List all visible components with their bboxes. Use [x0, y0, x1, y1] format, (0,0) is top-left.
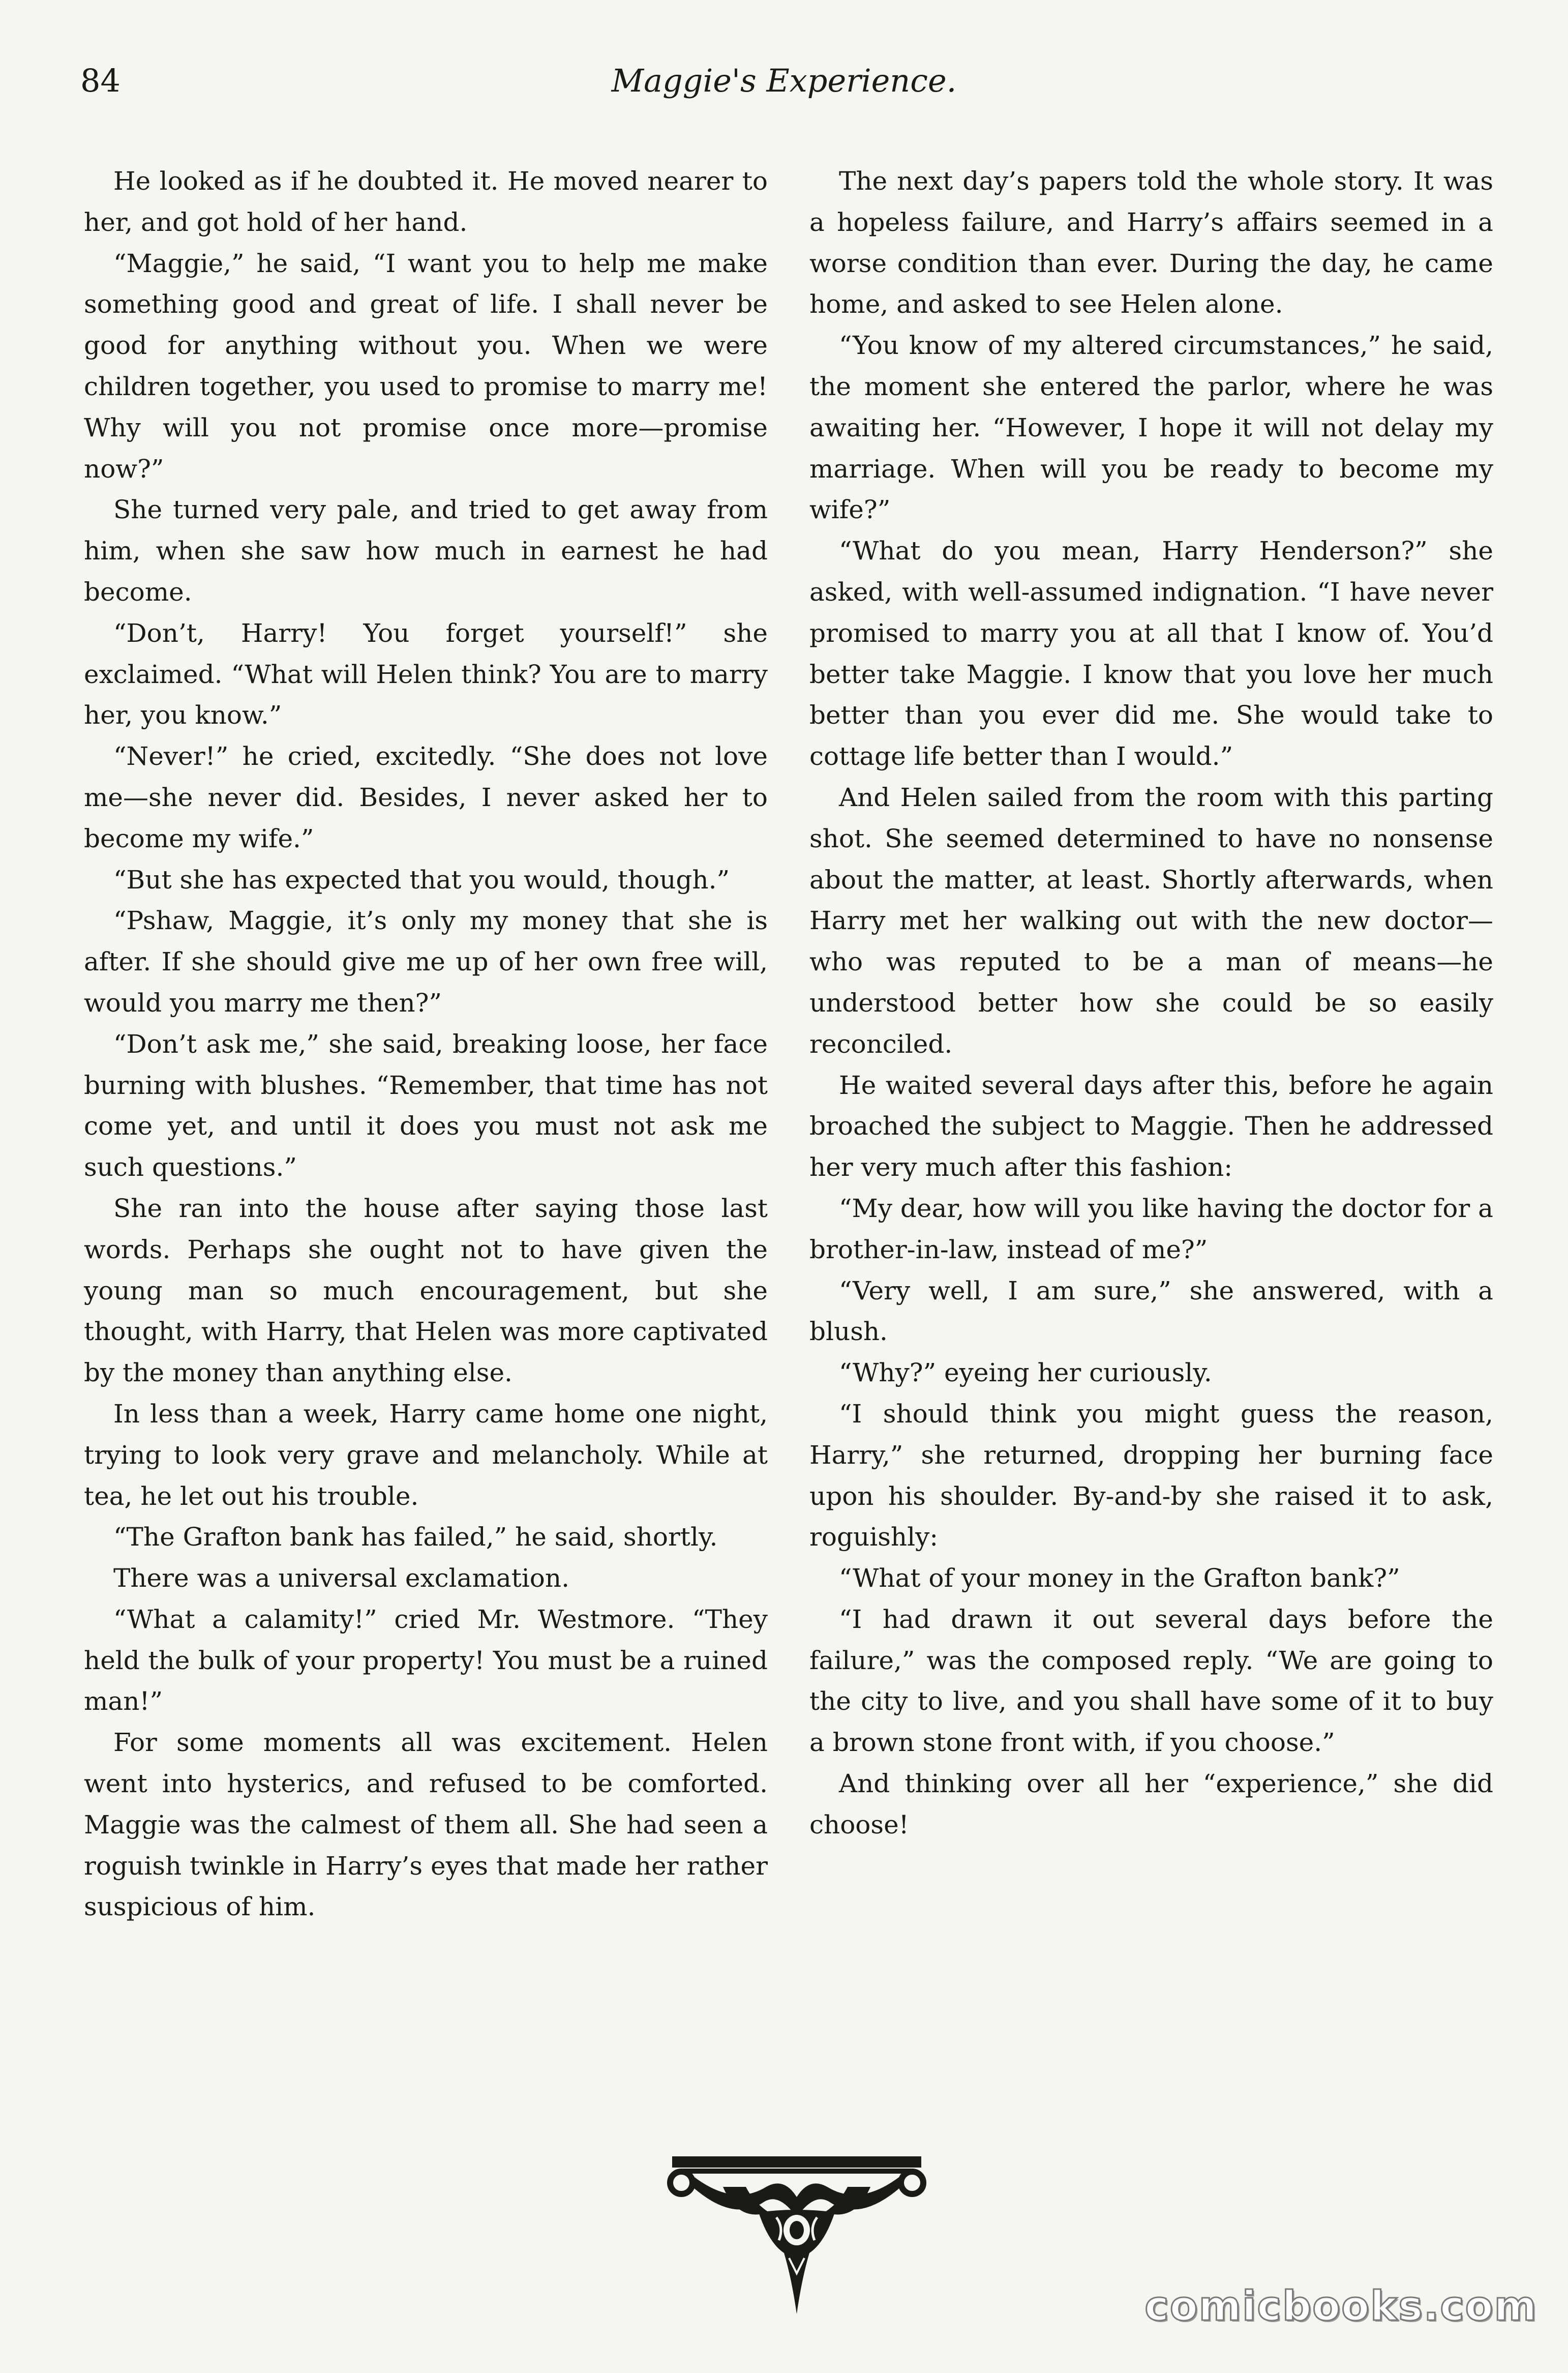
paragraph: “What do you mean, Harry Henderson?” she asked, with well-assumed indignation. “I have never promised to marry you at all that I know of. You’d better take Maggie. I know that you love her much better than you ever did me. She would take to cottage life better than I would.” [809, 536, 1493, 772]
left-column [84, 161, 768, 1927]
paragraph: “Why?” eyeing her curiously. [839, 1358, 1212, 1388]
paragraph: “The Grafton bank has failed,” he said, shortly. [113, 1522, 718, 1552]
paragraph: And Helen sailed from the room with this parting shot. She seemed determined to have no nonsense about the matter, at least. Shortly afterwards, when Harry met her walking out with the new doctor—who was reputed to be a man of means—he understood better how she could be so easily reconciled. [809, 782, 1493, 1059]
paragraph: For some moments all was excitement. Helen went into hysterics, and refused to be comforted. Maggie was the calmest of them all. She had seen a roguish twinkle in Harry’s eyes that made her rather suspicious of him. [84, 1728, 768, 1922]
paragraph: “Pshaw, Maggie, it’s only my money that she is after. If she should give me up of her own free will, would you marry me then?” [84, 906, 768, 1018]
paragraph: And thinking over all her “experience,” she did choose! [809, 1769, 1493, 1840]
floral-tailpiece-ornament-icon [662, 2151, 931, 2324]
paragraph: The next day’s papers told the whole story. It was a hopeless failure, and Harry’s affairs seemed in a worse condition than ever. During the day, he came home, and asked to see Helen alone. [809, 166, 1493, 319]
paragraph: She turned very pale, and tried to get away from him, when she saw how much in earnest he had become. [84, 495, 768, 607]
watermark: comicbooks.com [1144, 2282, 1537, 2330]
running-title: Maggie's Experience. [611, 62, 957, 99]
paragraph: “I had drawn it out several days before the failure,” was the composed reply. “We are going to the city to live, and you shall have some of it to buy a brown stone front with, if you choose.” [809, 1604, 1493, 1758]
paragraph: There was a universal exclamation. [113, 1563, 569, 1593]
paragraph: “What a calamity!” cried Mr. Westmore. “They held the bulk of your property! You must be a ruined man!” [84, 1604, 768, 1716]
paragraph: “My dear, how will you like having the doctor for a brother-in-law, instead of me?” [809, 1193, 1493, 1264]
paragraph: She ran into the house after saying those last words. Perhaps she ought not to have given the young man so much encouragement, but she thought, with Harry, that Helen was more captivated by the money than anything else. [84, 1193, 768, 1388]
paragraph: He looked as if he doubted it. He moved nearer to her, and got hold of her hand. [84, 166, 768, 237]
paragraph: “I should think you might guess the reason, Harry,” she returned, dropping her burning face upon his shoulder. By-and-by she raised it to ask, roguishly: [809, 1399, 1493, 1552]
right-column [809, 161, 1493, 1846]
paragraph: “Don’t, Harry! You forget yourself!” she exclaimed. “What will Helen think? You are to marry her, you know.” [84, 618, 768, 730]
paragraph: “Don’t ask me,” she said, breaking loose, her face burning with blushes. “Remember, that time has not come yet, and until it does you must not ask me such questions.” [84, 1029, 768, 1182]
paragraph: “You know of my altered circumstances,” he said, the moment she entered the parlor, where he was awaiting her. “However, I hope it will not delay my marriage. When will you be ready to become my wife?” [809, 331, 1493, 525]
paragraph: He waited several days after this, before he again broached the subject to Maggie. Then he addressed her very much after this fashion: [809, 1070, 1493, 1182]
paragraph: “Never!” he cried, excitedly. “She does not love me—she never did. Besides, I never asked her to become my wife.” [84, 741, 768, 853]
paragraph: “But she has expected that you would, though.” [113, 865, 730, 895]
page-number: 84 [80, 62, 120, 99]
paragraph: “What of your money in the Grafton bank?” [839, 1563, 1400, 1593]
paragraph: “Very well, I am sure,” she answered, with a blush. [809, 1276, 1493, 1347]
paragraph: In less than a week, Harry came home one night, trying to look very grave and melancholy. While at tea, he let out his trouble. [84, 1399, 768, 1511]
paragraph: “Maggie,” he said, “I want you to help me make something good and great of life. I shall never be good for anything without you. When we were children together, you used to promise to marry me! Why will you not promise once more—promise now?” [84, 248, 768, 484]
